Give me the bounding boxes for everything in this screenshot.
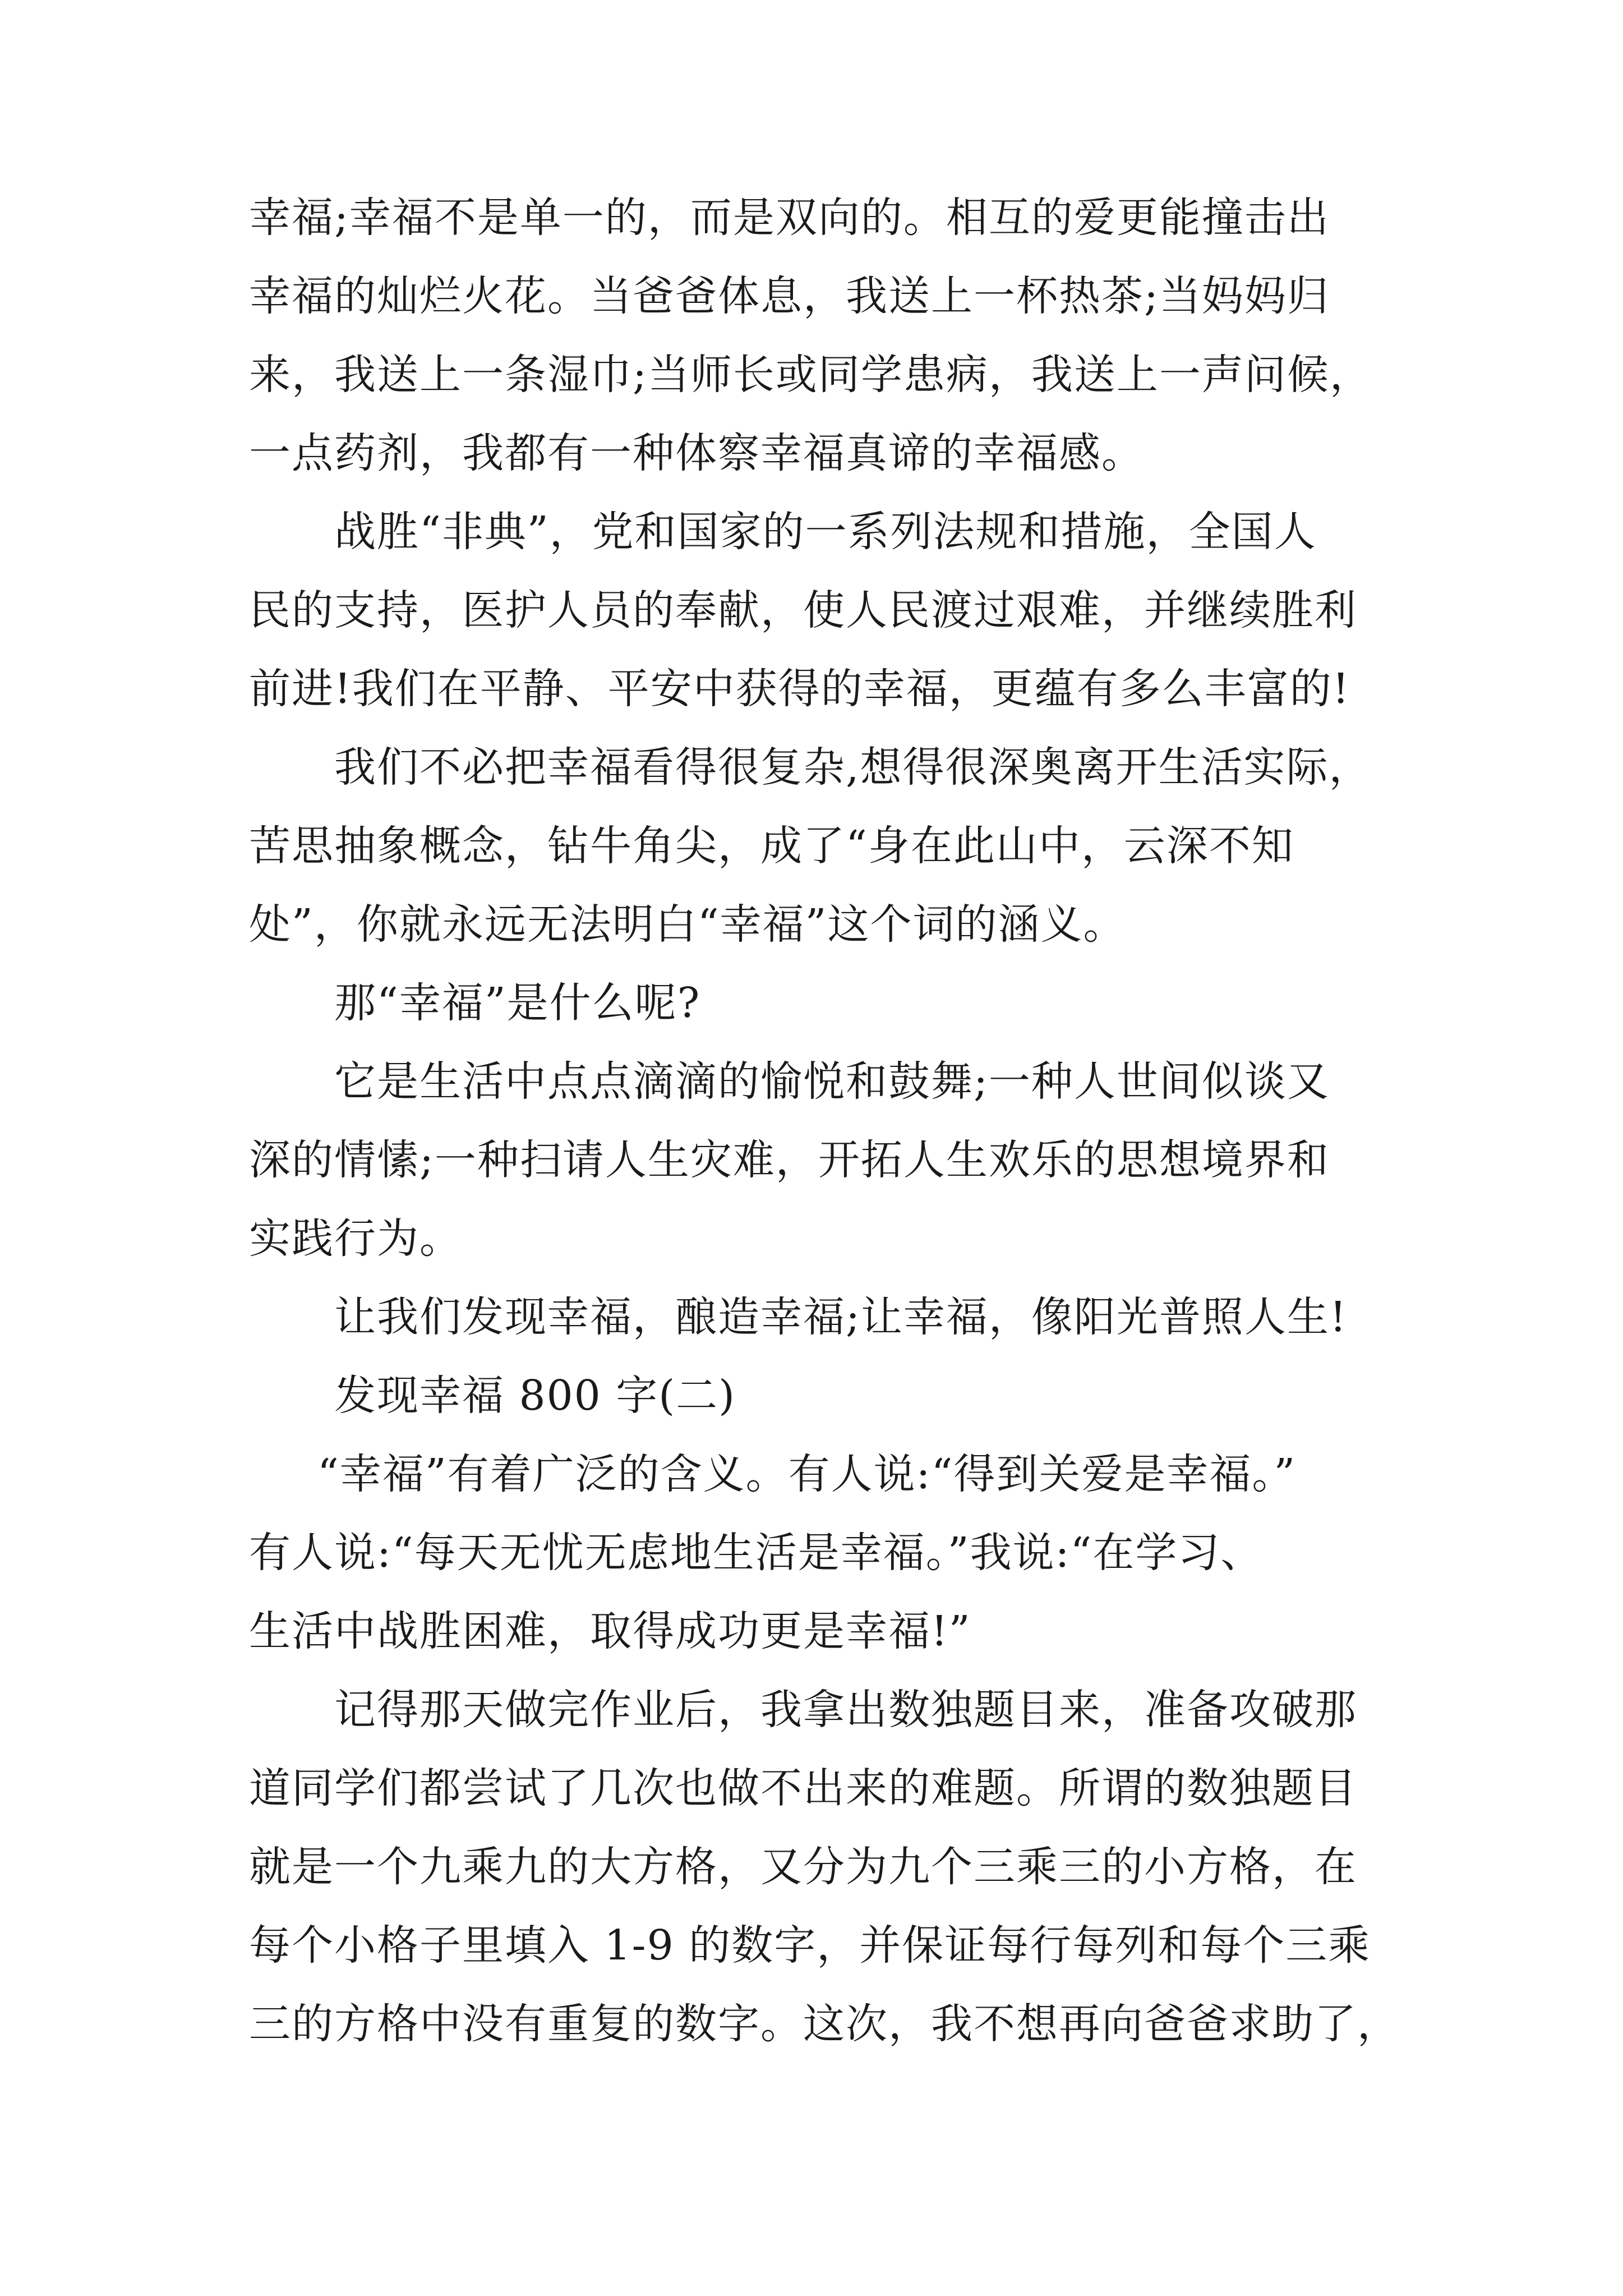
paragraph-first-line: 记得那天做完作业后，我拿出数独题目来，准备攻破那 bbox=[334, 1686, 1357, 1734]
text-line: 民的支持，医护人员的奉献，使人民渡过艰难，并继续胜利 bbox=[249, 586, 1357, 634]
paragraph-first-line: “幸福”有着广泛的含义。有人说:“得到关爱是幸福。” bbox=[317, 1450, 1297, 1498]
paragraph-first-line: 它是生活中点点滴滴的愉悦和鼓舞;一种人世间似谈又 bbox=[334, 1057, 1330, 1106]
section-heading: 发现幸福 800 字(二) bbox=[334, 1372, 736, 1420]
paragraph-first-line: 让我们发现幸福，酿造幸福;让幸福，像阳光普照人生! bbox=[334, 1293, 1348, 1341]
text-line: 来，我送上一条湿巾;当师长或同学患病，我送上一声问候， bbox=[249, 351, 1372, 399]
text-line: 幸福的灿烂火花。当爸爸体息，我送上一杯热茶;当妈妈归 bbox=[249, 272, 1330, 320]
text-line: 前进!我们在平静、平安中获得的幸福，更蕴有多么丰富的! bbox=[249, 665, 1350, 713]
paragraph-first-line: 战胜“非典”，党和国家的一系列法规和措施，全国人 bbox=[334, 508, 1317, 556]
text-line: 每个小格子里填入 1-9 的数字，并保证每行每列和每个三乘 bbox=[249, 1921, 1371, 1970]
text-line: 一点药剂，我都有一种体察幸福真谛的幸福感。 bbox=[249, 429, 1144, 477]
text-line: 实践行为。 bbox=[249, 1214, 462, 1263]
text-line: 有人说:“每天无忧无虑地生活是幸福。”我说:“在学习、 bbox=[249, 1529, 1264, 1577]
document-body bbox=[249, 178, 1415, 2063]
text-line: 苦思抽象概念，钻牛角尖，成了“身在此山中，云深不知 bbox=[249, 822, 1294, 870]
text-line: 处”，你就永远无法明白“幸福”这个词的涵义。 bbox=[249, 900, 1126, 949]
text-line: 就是一个九乘九的大方格，又分为九个三乘三的小方格，在 bbox=[249, 1843, 1357, 1891]
paragraph-first-line: 我们不必把幸福看得很复杂,想得很深奥离开生活实际， bbox=[334, 743, 1372, 792]
text-line: 生活中战胜困难，取得成功更是幸福!” bbox=[249, 1607, 971, 1655]
paragraph-first-line: 那“幸福”是什么呢? bbox=[334, 979, 701, 1027]
text-line: 道同学们都尝试了几次也做不出来的难题。所谓的数独题目 bbox=[249, 1764, 1357, 1812]
text-line: 深的情愫;一种扫请人生灾难，开拓人生欢乐的思想境界和 bbox=[249, 1136, 1330, 1184]
text-line: 三的方格中没有重复的数字。这次，我不想再向爸爸求助了， bbox=[249, 2000, 1400, 2048]
text-line: 幸福;幸福不是单一的，而是双向的。相互的爱更能撞击出 bbox=[249, 194, 1330, 242]
